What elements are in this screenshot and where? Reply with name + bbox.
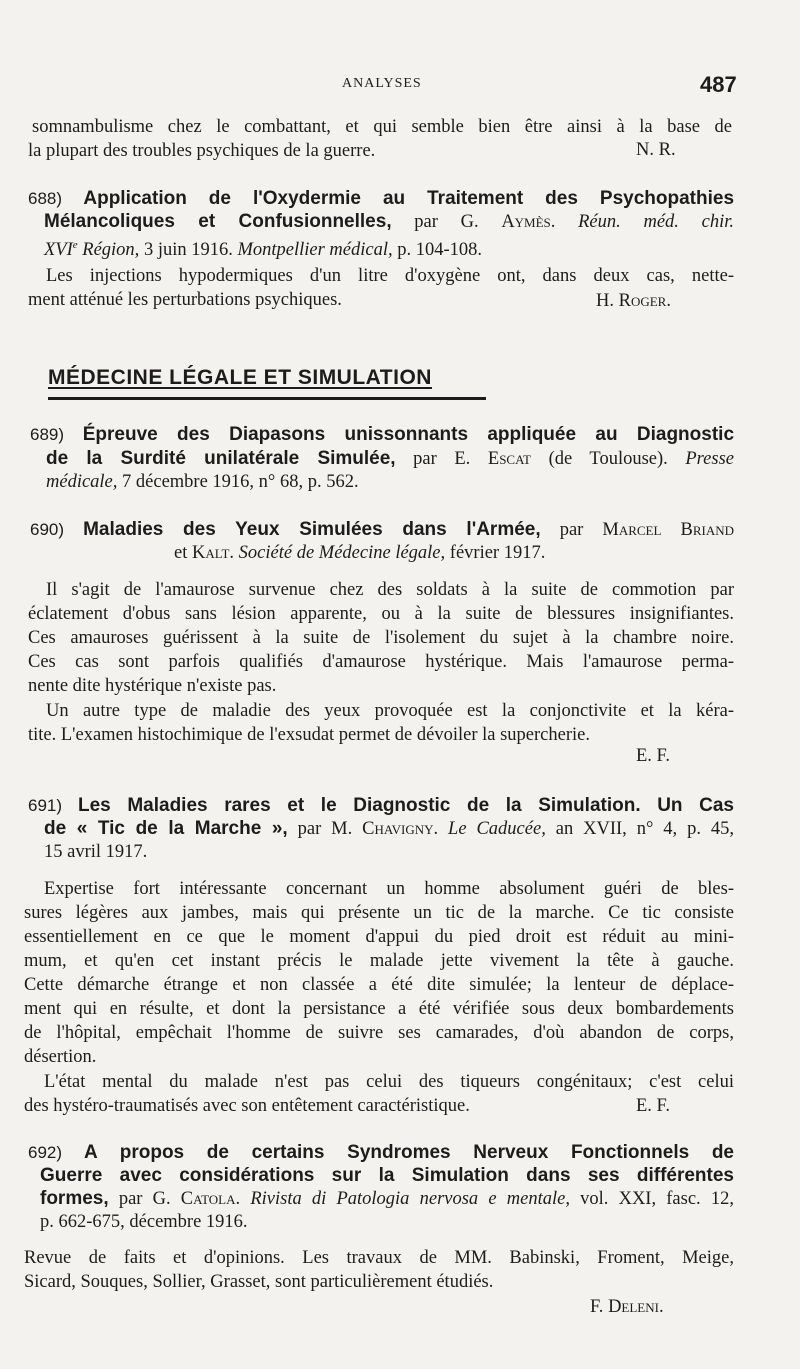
text-line: Sicard, Souques, Sollier, Grasset, sont particulièrement étudiés. [24, 1272, 494, 1292]
section-title: MÉDECINE LÉGALE ET SIMULATION [48, 366, 432, 389]
text-line: Expertise fort intéressante concernant un homme absolument guéri de bles- [44, 879, 734, 899]
journal: Société de Médecine légale, [234, 543, 446, 563]
signature: F. Deleni. [590, 1297, 664, 1317]
reference-line: 15 avril 1917. [44, 842, 148, 862]
entry-title: de « Tic de la Marche », par M. Chavigny. Le Caducée, an XVII, n° 4, p. 45, [44, 818, 735, 839]
text-line: Ces cas sont parfois qualifiés d'amaurose hystérique. Mais l'amaurose perma- [28, 652, 734, 672]
text-line: Un autre type de maladie des yeux provoquée est la conjonctivite et la kéra- [46, 701, 734, 721]
signature: E. F. [636, 746, 670, 766]
entry-title: de la Surdité unilatérale Simulée, par E. Escat (de Toulouse). Presse [46, 448, 734, 469]
author: Escat [487, 449, 531, 469]
entry-number: 690) [30, 520, 65, 539]
text-line: L'état mental du malade n'est pas celui des tiqueurs congénitaux; c'est celui [44, 1072, 734, 1092]
journal: Presse [685, 449, 734, 469]
text-line: tite. L'examen histochimique de l'exsudat permet de dévoiler la supercherie. [28, 725, 590, 745]
entry-number: 688) [28, 189, 63, 208]
text-line: Les injections hypodermiques d'un litre d'oxygène ont, dans deux cas, nette- [46, 266, 734, 286]
entry-number: 692) [28, 1143, 63, 1162]
text-line: Il s'agit de l'amaurose survenue chez des soldats à la suite de commotion par [46, 580, 734, 600]
entry-title: 691) Les Maladies rares et le Diagnostic de la Simulation. Un Cas [28, 795, 734, 816]
text-line: la plupart des troubles psychiques de la guerre. [28, 141, 376, 161]
text-line: mum, et qu'en cet instant précis le malade jette vivement la tête à gauche. [24, 951, 734, 971]
text-line: Ces amauroses guérissent à la suite de l'isolement du sujet à la chambre noire. [28, 628, 734, 648]
entry-title: Mélancoliques et Confusionnelles, par G. Aymès. Réun. méd. chir. [44, 211, 734, 232]
signature: E. F. [636, 1096, 670, 1116]
running-title: ANALYSES [342, 76, 422, 91]
text-line: éclatement d'obus sans lésion apparente, ou à la suite de blessures insignifiantes. [28, 604, 734, 624]
signature: H. Roger. [596, 291, 671, 311]
author: Marcel Briand [602, 520, 734, 540]
reference-line: médicale, 7 décembre 1916, n° 68, p. 562. [46, 472, 359, 492]
text-line: sures légères aux jambes, mais qui présente un tic de la marche. Ce tic consiste [24, 903, 734, 923]
author: Chavigny. [362, 819, 439, 839]
journal: Réun. méd. chir. [578, 212, 734, 232]
journal: Le Caducée, [438, 819, 546, 839]
text-line: ment atténué les perturbations psychiques. [28, 290, 342, 310]
journal: Rivista di Patologia nervosa e mentale, [240, 1189, 570, 1209]
author: Kalt. [191, 543, 235, 563]
text-line: de l'hôpital, empêchait l'homme de suivre ses camarades, d'où abandon de corps, [24, 1023, 734, 1043]
signature: N. R. [636, 140, 676, 160]
reference-line: XVIe Région, 3 juin 1916. Montpellier médical, p. 104-108. [44, 239, 483, 261]
entry-title: 692) A propos de certains Syndromes Nerveux Fonctionnels de [28, 1142, 735, 1163]
text-line: des hystéro-traumatisés avec son entêtement caractéristique. [24, 1096, 470, 1116]
entry-title: 688) Application de l'Oxydermie au Traitement des Psychopathies [28, 188, 735, 209]
reference-line: et Kalt. Société de Médecine légale, février 1917. [174, 543, 546, 563]
entry-title: formes, par G. Catola. Rivista di Patologia nervosa e mentale, vol. XXI, fasc. 12, [40, 1188, 734, 1209]
author: Aymès. [501, 212, 556, 232]
text-line: nente dite hystérique n'existe pas. [28, 676, 277, 696]
section-divider [48, 397, 486, 400]
page-header [0, 72, 800, 102]
text-line: Cette démarche étrange et non classée a été dite simulée; la lenteur de déplace- [24, 975, 734, 995]
reference-line: p. 662-675, décembre 1916. [40, 1212, 248, 1232]
text-line: essentiellement en ce que le moment d'appui du pied droit est réduit au mini- [24, 927, 734, 947]
entry-title: 689) Épreuve des Diapasons unissonnants appliquée au Diagnostic [30, 424, 735, 445]
author: Catola. [180, 1189, 241, 1209]
entry-title: 690) Maladies des Yeux Simulées dans l'Armée, par Marcel Briand [30, 519, 734, 540]
page-number: 487 [700, 72, 737, 97]
text-line: Revue de faits et d'opinions. Les travaux de MM. Babinski, Froment, Meige, [24, 1248, 734, 1268]
entry-number: 689) [30, 425, 65, 444]
text-line: somnambulisme chez le combattant, et qui semble bien être ainsi à la base de [32, 117, 732, 137]
entry-title: Guerre avec considérations sur la Simulation dans ses différentes [40, 1165, 734, 1186]
entry-number: 691) [28, 796, 63, 815]
text-line: désertion. [24, 1047, 97, 1067]
text-line: ment qui en résulte, et dont la persistance a été vérifiée sous deux bombardements [24, 999, 734, 1019]
